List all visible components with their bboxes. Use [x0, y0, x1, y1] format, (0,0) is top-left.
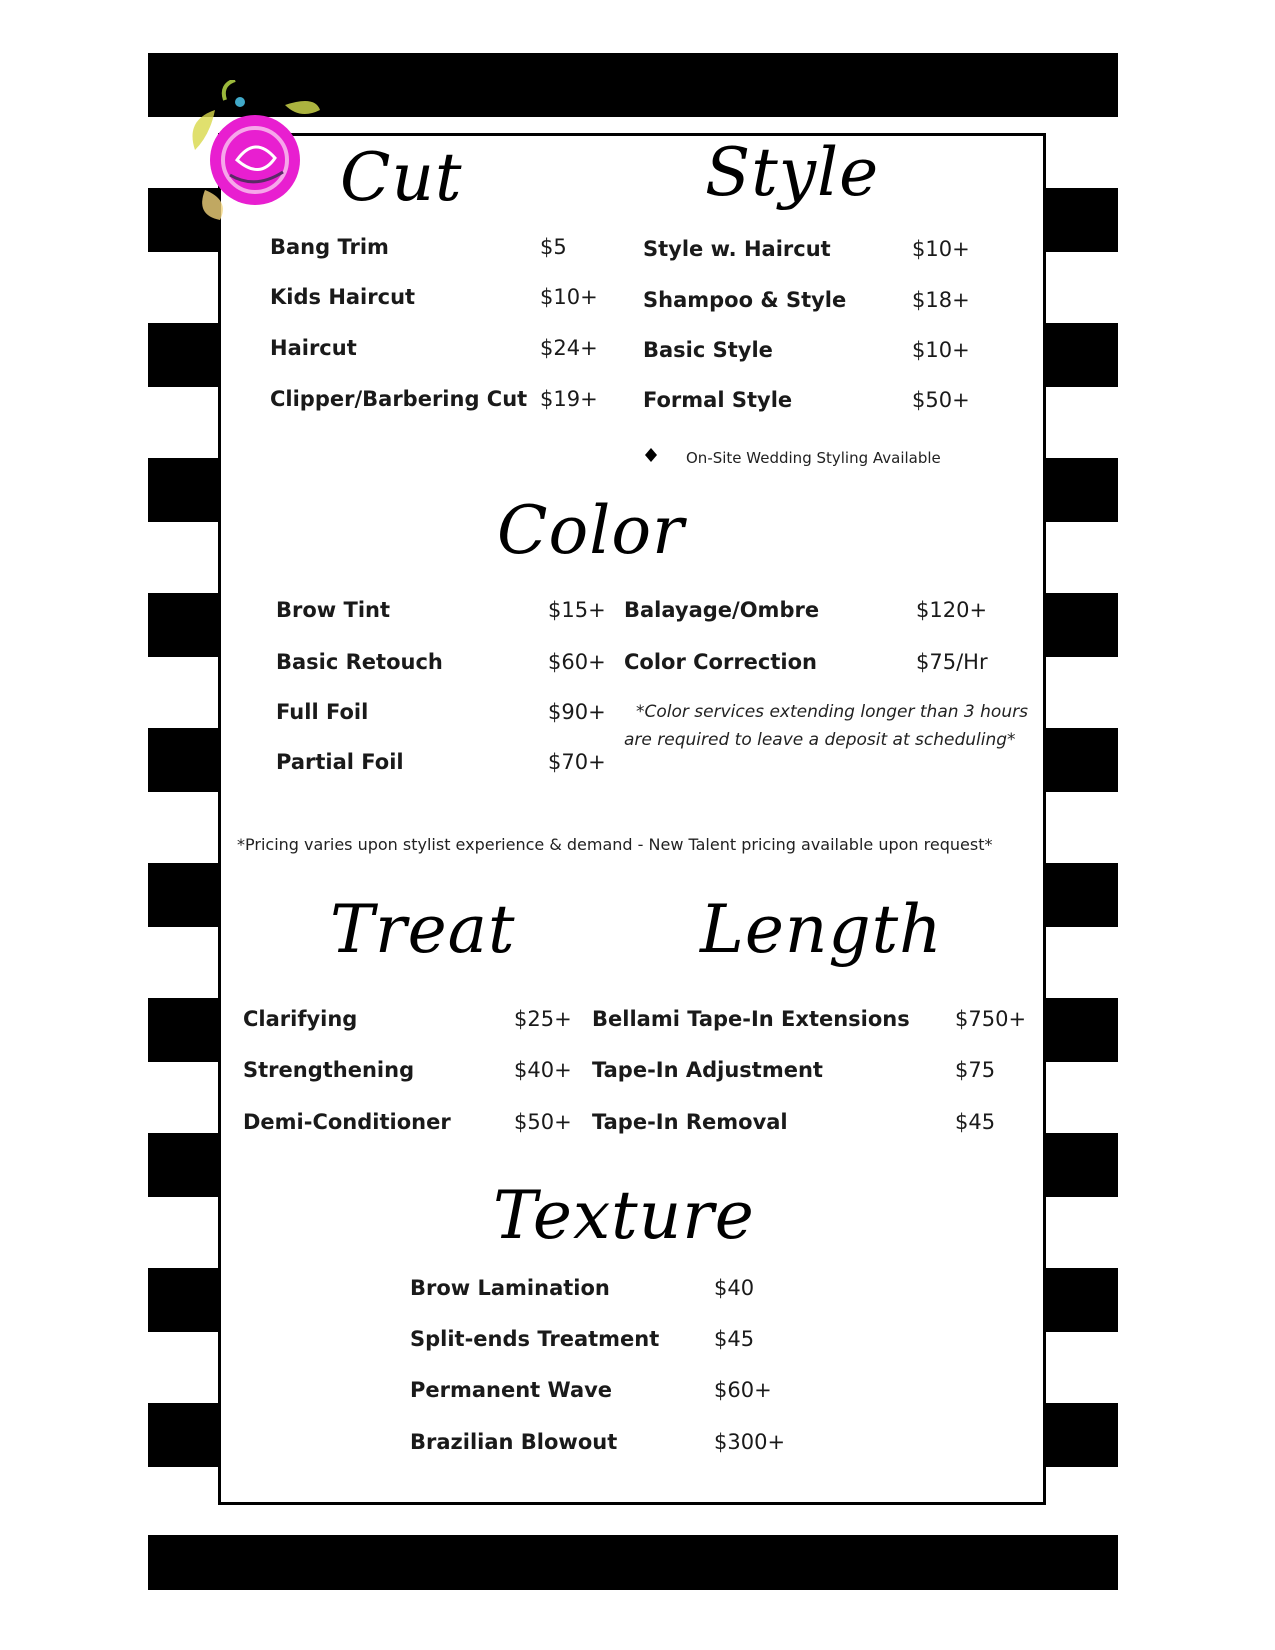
treat-item-name: Strengthening	[243, 1058, 415, 1082]
diamond-bullet-icon	[645, 448, 657, 462]
color-item-name: Partial Foil	[276, 750, 404, 774]
color-item-price: $60+	[548, 650, 606, 674]
treat-item-price: $40+	[514, 1058, 572, 1082]
texture-heading: Texture	[493, 1177, 755, 1254]
texture-item-price: $40	[714, 1276, 755, 1300]
flower-icon	[175, 80, 335, 230]
texture-item-price: $300+	[714, 1430, 786, 1454]
treat-item-name: Clarifying	[243, 1007, 358, 1031]
color-item-name: Color Correction	[624, 650, 817, 674]
cut-item-price: $24+	[540, 336, 598, 360]
style-item-name: Basic Style	[643, 338, 773, 362]
color-item-name: Brow Tint	[276, 598, 391, 622]
color-item-price: $120+	[916, 598, 988, 622]
texture-item-price: $45	[714, 1327, 755, 1351]
length-item-name: Tape-In Adjustment	[592, 1058, 823, 1082]
color-item-price: $75/Hr	[916, 650, 988, 674]
style-item-price: $50+	[912, 388, 970, 412]
color-item-price: $70+	[548, 750, 606, 774]
wedding-note: On-Site Wedding Styling Available	[686, 449, 941, 467]
cut-item-name: Bang Trim	[270, 235, 389, 259]
style-heading: Style	[705, 134, 880, 211]
length-item-name: Bellami Tape-In Extensions	[592, 1007, 910, 1031]
cut-item-name: Clipper/Barbering Cut	[270, 387, 528, 411]
cut-item-name: Kids Haircut	[270, 285, 416, 309]
pricing-note: *Pricing varies upon stylist experience & demand - New Talent pricing available upon request*	[237, 835, 993, 854]
texture-item-name: Permanent Wave	[410, 1378, 613, 1402]
style-item-name: Formal Style	[643, 388, 793, 412]
length-item-price: $750+	[955, 1007, 1027, 1031]
style-item-name: Style w. Haircut	[643, 237, 831, 261]
treat-item-price: $50+	[514, 1110, 572, 1134]
color-item-name: Basic Retouch	[276, 650, 443, 674]
cut-item-price: $10+	[540, 285, 598, 309]
color-item-name: Full Foil	[276, 700, 369, 724]
texture-item-name: Brow Lamination	[410, 1276, 610, 1300]
style-item-price: $10+	[912, 338, 970, 362]
treat-item-name: Demi-Conditioner	[243, 1110, 451, 1134]
cut-item-price: $19+	[540, 387, 598, 411]
cut-item-name: Haircut	[270, 336, 357, 360]
length-item-name: Tape-In Removal	[592, 1110, 788, 1134]
color-item-name: Balayage/Ombre	[624, 598, 820, 622]
color-heading: Color	[497, 492, 685, 569]
length-heading: Length	[700, 891, 943, 968]
texture-item-name: Brazilian Blowout	[410, 1430, 618, 1454]
cut-item-price: $5	[540, 235, 567, 259]
style-item-price: $18+	[912, 288, 970, 312]
treat-heading: Treat	[330, 891, 516, 968]
color-item-price: $15+	[548, 598, 606, 622]
color-item-price: $90+	[548, 700, 606, 724]
length-item-price: $45	[955, 1110, 996, 1134]
texture-item-name: Split-ends Treatment	[410, 1327, 660, 1351]
bottom-stripe	[148, 1535, 1118, 1590]
cut-heading: Cut	[340, 139, 463, 216]
length-item-price: $75	[955, 1058, 996, 1082]
treat-item-price: $25+	[514, 1007, 572, 1031]
color-deposit-note: *Color services extending longer than 3 hours	[636, 702, 1028, 722]
color-deposit-note: are required to leave a deposit at scheduling*	[624, 730, 1016, 750]
style-item-name: Shampoo & Style	[643, 288, 847, 312]
style-item-price: $10+	[912, 237, 970, 261]
texture-item-price: $60+	[714, 1378, 772, 1402]
